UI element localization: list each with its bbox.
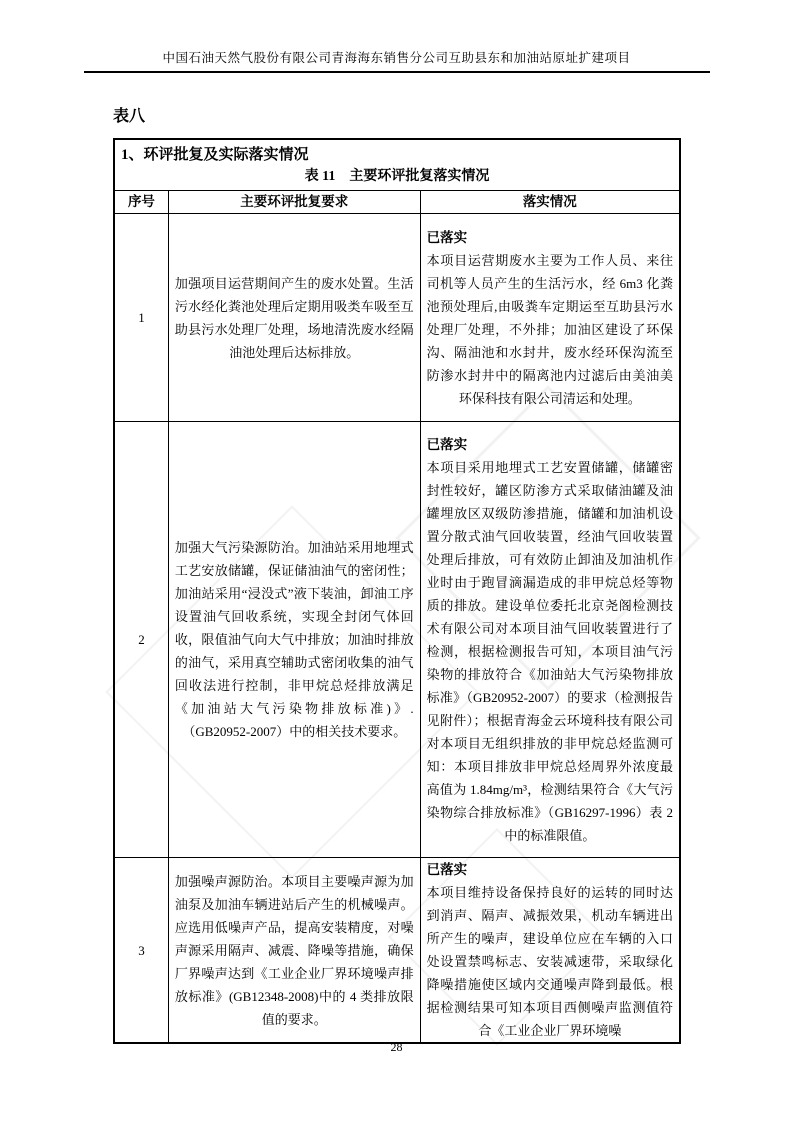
status-label: 已落实 xyxy=(426,862,468,877)
header-title: 中国石油天然气股份有限公司青海海东销售分公司互助县东和加油站原址扩建项目 xyxy=(162,51,631,65)
requirement-cell: 加强噪声源防治。本项目主要噪声源为加油泵及加油车辆进站后产生的机械噪声。应选用低噪声产品，提高安装精度，对噪声源采用隔声、减震、降噪等措施，确保厂界噪声达到《工业企业厂界环境噪声排放标准》(GB12348-2008)中的 4 类排放限值的要求。 xyxy=(168,858,420,1044)
column-header-index: 序号 xyxy=(114,191,168,214)
table-section-title: 1、环评批复及实际落实情况 xyxy=(121,147,309,163)
table-title-row xyxy=(114,139,680,191)
row-index: 3 xyxy=(114,858,168,1044)
status-cell xyxy=(420,214,680,422)
column-header-status: 落实情况 xyxy=(420,191,680,214)
status-cell xyxy=(420,422,680,858)
page-header xyxy=(84,0,710,73)
row-index: 1 xyxy=(114,214,168,422)
status-label: 已落实 xyxy=(426,229,468,245)
column-header-requirement: 主要环评批复要求 xyxy=(168,191,420,214)
requirement-cell: 加强大气污染源防治。加油站采用地埋式工艺安放储罐，保证储油油气的密闭性；加油站采用“浸没式”液下装油，卸油工序设置油气回收系统，实现全封闭气体回收，限值油气向大气中排放；加油时排放的油气，采用真空辅助式密闭收集的油气回收法进行控制，非甲烷总烃排放满足《加油站大气污染物排放标准)》.（GB20952-2007）中的相关技术要求。 xyxy=(168,422,420,858)
section-label: 表八 xyxy=(113,108,146,125)
table-header-row xyxy=(114,191,680,214)
status-detail: 本项目运营期废水主要为工作人员、来往司机等人员产生的生活污水，经 6m3 化粪池预处理后,由吸粪车定期运至互助县污水处理厂处理，不外排；加油区建设了环保沟、隔油池和水封井，废水经环保沟流至防渗水封井中的隔离池内过滤后由美油美环保科技有限公司清运和处理。 xyxy=(426,252,673,406)
status-detail: 本项目采用地埋式工艺安置储罐，储罐密封性较好，罐区防渗方式采取储油罐及油罐埋放区双级防渗措施，储罐和加油机设置分散式油气回收装置，经油气回收装置处理后排放，可有效防止卸油及加油机作业时由于跑冒滴漏造成的非甲烷总烃等物质的排放。建设单位委托北京尧阁检测技术有限公司对本项目油气回收装置进行了检测，根据检测报告可知，本项目油气污染物的排放符合《加油站大气污染物排放标准》（GB20952-2007）的要求（检测报告见附件）；根据青海金云环境科技有限公司对本项目无组织排放的非甲烷总烃监测可知：本项目排放非甲烷总烃周界外浓度最高值为 1.84mg/m³，检测结果符合《大气污染物综合排放标准》（GB16297-1996）表 2 中的标准限值。 xyxy=(426,459,673,843)
eia-implementation-table xyxy=(113,138,681,1044)
page-number: 28 xyxy=(390,1040,403,1054)
table-caption: 表 11 主要环评批复落实情况 xyxy=(304,169,490,184)
table-row xyxy=(114,858,680,1044)
requirement-cell: 加强项目运营期间产生的废水处置。生活污水经化粪池处理后定期用吸类车吸至互助县污水处理厂处理，场地清洗废水经隔油池处理后达标排放。 xyxy=(168,214,420,422)
status-cell xyxy=(420,858,680,1044)
table-row xyxy=(114,422,680,858)
row-index: 2 xyxy=(114,422,168,858)
status-label: 已落实 xyxy=(426,436,468,452)
status-detail: 本项目维持设备保持良好的运转的同时达到消声、隔声、减振效果，机动车辆进出所产生的噪声，建设单位应在车辆的入口处设置禁鸣标志、安装减速带，采取绿化降噪措施使区域内交通噪声降到最低。根据检测结果可知本项目西侧噪声监测值符合《工业企业厂界环境噪 xyxy=(426,885,673,1038)
table-row xyxy=(114,214,680,422)
